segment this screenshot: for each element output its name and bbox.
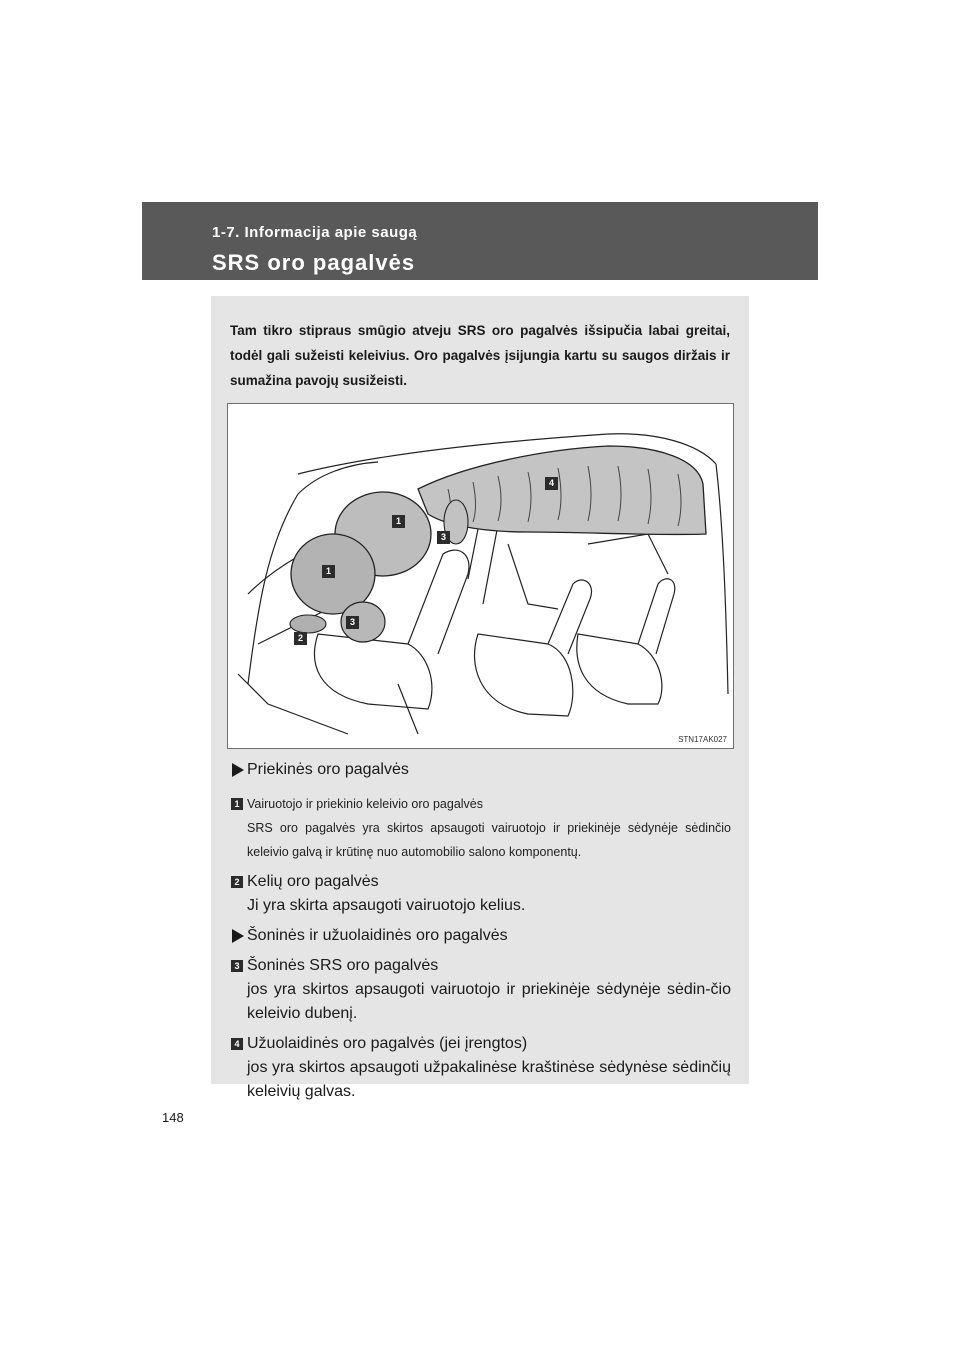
- item-title: Šoninės SRS oro pagalvės: [247, 957, 439, 974]
- callout-1-lower: 1: [322, 565, 335, 578]
- number-badge: 2: [231, 876, 243, 888]
- front-airbags-heading: Priekinės oro pagalvės: [231, 758, 731, 782]
- item-description: jos yra skirtos apsaugoti užpakalinėse kraštinėse sėdynėse sėdinčių keleivių galvas.: [247, 1059, 731, 1100]
- callout-3-upper: 3: [437, 531, 450, 544]
- item-title: Kelių oro pagalvės: [247, 873, 379, 890]
- content-panel: [211, 296, 749, 1100]
- list-item-1: [231, 792, 731, 864]
- chapter-header: [142, 202, 818, 280]
- figure-code: STN17AK027: [678, 735, 727, 744]
- section-label: 1-7. Informacija apie saugą: [212, 224, 418, 241]
- side-airbags-heading: Šoninės ir užuolaidinės oro pagalvės: [231, 924, 731, 948]
- pointer-arrow-icon: [232, 763, 244, 777]
- callout-4: 4: [545, 477, 558, 490]
- number-badge: 4: [231, 1038, 243, 1050]
- page-number: 148: [162, 1110, 184, 1125]
- item-description: jos yra skirtos apsaugoti vairuotojo ir priekinėje sėdynėje sėdin-čio keleivio dubenį.: [247, 981, 731, 1022]
- number-badge: 1: [231, 798, 243, 810]
- item-description: Ji yra skirta apsaugoti vairuotojo kelius.: [247, 897, 526, 914]
- car-interior-drawing: [228, 404, 733, 748]
- number-badge: 3: [231, 960, 243, 972]
- page-title: SRS oro pagalvės: [212, 250, 416, 275]
- list-item-4: [231, 1032, 731, 1104]
- item-title: Užuolaidinės oro pagalvės (jei įrengtos): [247, 1035, 528, 1052]
- knee-airbag: [290, 615, 326, 633]
- list-item-3: [231, 954, 731, 1026]
- callout-1-upper: 1: [392, 515, 405, 528]
- callout-3-lower: 3: [346, 616, 359, 629]
- callout-2: 2: [294, 632, 307, 645]
- list-item-2: [231, 870, 731, 918]
- item-title: Vairuotojo ir priekinio keleivio oro pagalvės: [247, 797, 484, 811]
- airbag-illustration: [227, 403, 734, 749]
- pointer-arrow-icon: [232, 929, 244, 943]
- item-description: SRS oro pagalvės yra skirtos apsaugoti vairuotojo ir priekinėje sėdynėje sėdinčio keleivio galvą ir krūtinę nuo automobilio salono komponentų.: [247, 821, 731, 859]
- intro-paragraph: Tam tikro stipraus smūgio atveju SRS oro pagalvės išsipučia labai greitai, todėl gali sužeisti keleivius. Oro pagalvės įsijungia kartu su saugos diržais ir sumažina pavojų susižeisti.: [230, 323, 730, 388]
- airbag-list: [231, 758, 731, 1104]
